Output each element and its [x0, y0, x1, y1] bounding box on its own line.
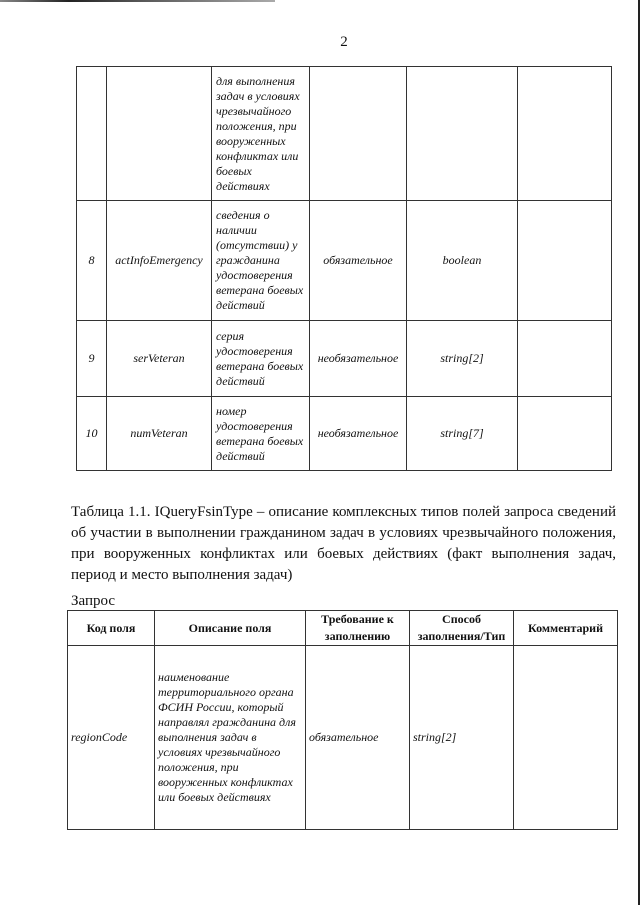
field-type: string[7]: [407, 397, 518, 471]
request-fields-table: [67, 610, 618, 830]
row-number: 10: [77, 397, 107, 471]
header-description: Описание поля: [155, 611, 306, 646]
table-row: [77, 321, 612, 397]
table-row: [68, 646, 618, 830]
field-comment: [518, 397, 612, 471]
field-code: [107, 67, 212, 201]
field-code: numVeteran: [107, 397, 212, 471]
header-type: Способ заполнения/Тип: [410, 611, 514, 646]
table-row: [77, 67, 612, 201]
field-comment: [518, 67, 612, 201]
field-requirement: обязательное: [306, 646, 410, 830]
field-code: serVeteran: [107, 321, 212, 397]
field-requirement: [310, 67, 407, 201]
row-number: 8: [77, 201, 107, 321]
field-comment: [518, 201, 612, 321]
table-row: [77, 201, 612, 321]
field-code: regionCode: [68, 646, 155, 830]
page-number: 2: [340, 34, 348, 50]
table-caption: Таблица 1.1. IQueryFsinType – описание комплексных типов полей запроса сведений об участии в выполнении гражданином задач в условиях чрезвычайного положения, при вооруженных конфликтах или боевых действиях (факт выполнения задач, период и место выполнения задач): [71, 504, 616, 583]
field-description: серия удостоверения ветерана боевых действий: [212, 321, 310, 397]
scan-artifact-top: [0, 0, 275, 2]
field-description: сведения о наличии (отсутствии) у гражданина удостоверения ветерана боевых действий: [212, 201, 310, 321]
field-description: номер удостоверения ветерана боевых действий: [212, 397, 310, 471]
field-description: наименование территориального органа ФСИН России, который направлял гражданина для выполнения задач в условиях чрезвычайного положения, при вооруженных конфликтах или боевых действиях: [155, 646, 306, 830]
row-number: 9: [77, 321, 107, 397]
field-comment: [518, 321, 612, 397]
table-row: [77, 397, 612, 471]
field-type: string[2]: [410, 646, 514, 830]
field-requirement: обязательное: [310, 201, 407, 321]
field-type: string[2]: [407, 321, 518, 397]
header-requirement: Требование к заполнению: [306, 611, 410, 646]
field-description: для выполнения задач в условиях чрезвычайного положения, при вооруженных конфликтах или боевых действиях: [212, 67, 310, 201]
field-type: boolean: [407, 201, 518, 321]
table-header-row: [68, 611, 618, 646]
field-comment: [514, 646, 618, 830]
field-requirement: необязательное: [310, 321, 407, 397]
header-code: Код поля: [68, 611, 155, 646]
field-code: actInfoEmergency: [107, 201, 212, 321]
field-requirement: необязательное: [310, 397, 407, 471]
request-label: Запрос: [71, 593, 116, 609]
row-number: [77, 67, 107, 201]
fields-table-continued: [76, 66, 612, 471]
field-type: [407, 67, 518, 201]
header-comment: Комментарий: [514, 611, 618, 646]
